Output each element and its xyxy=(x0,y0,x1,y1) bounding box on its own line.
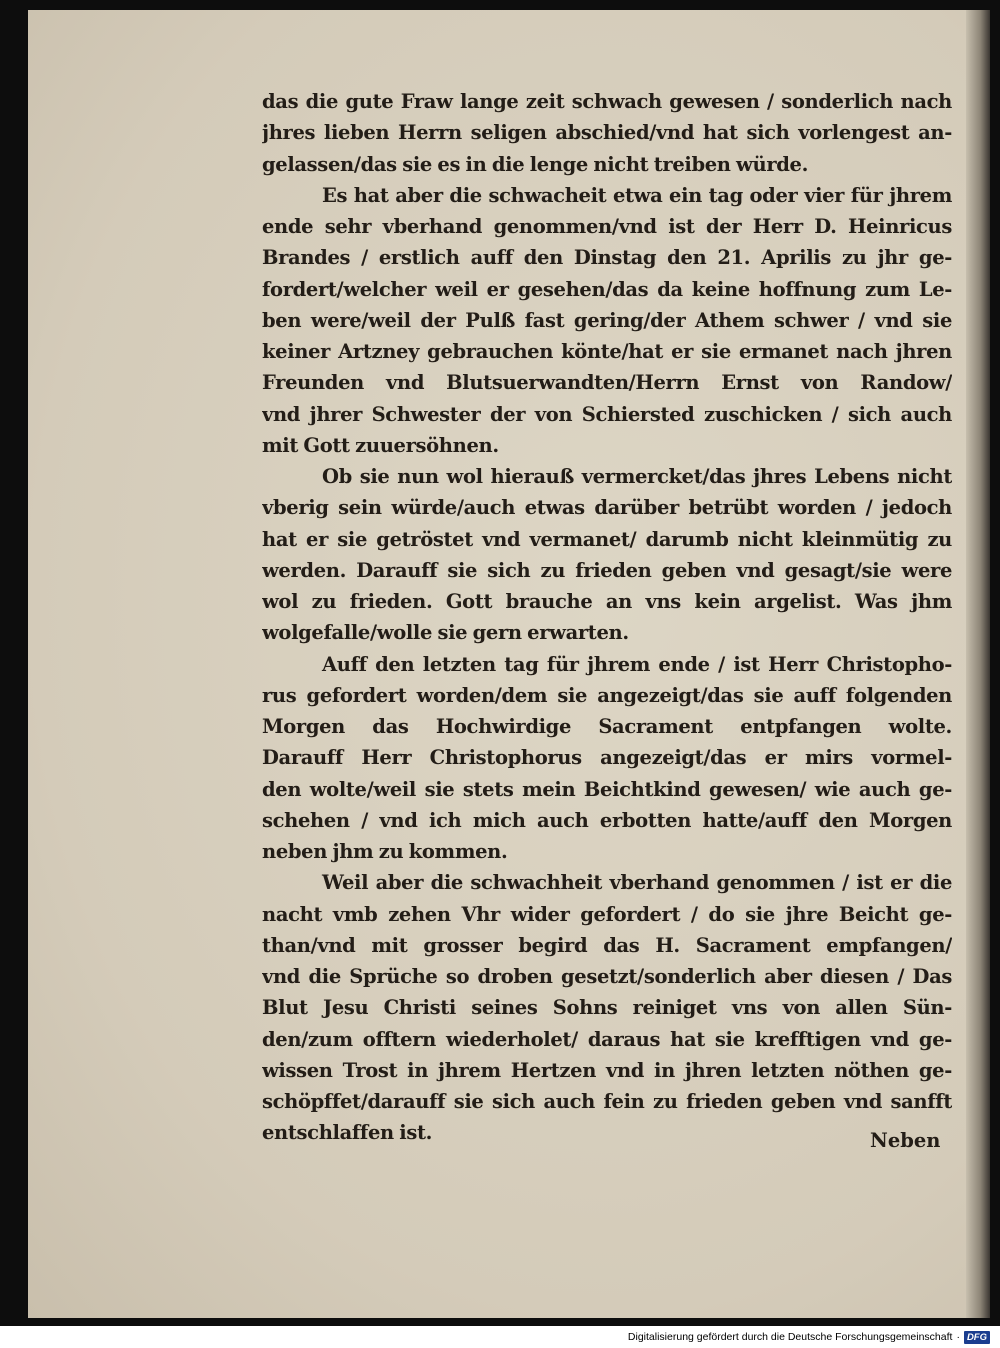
text-line: vnd die Sprüche so droben gesetzt/sonderlich aber diesen / Das xyxy=(262,965,952,988)
text-line: Auff den letzten tag für jhrem ende / ist Herr Christopho- xyxy=(322,652,952,676)
page-gutter xyxy=(966,10,990,1318)
digitization-footer xyxy=(628,1329,990,1345)
text-line: Es hat aber die schwacheit etwa ein tag oder vier für jhrem xyxy=(322,183,952,207)
text-line: entschlaffen ist. xyxy=(262,1121,433,1145)
text-line: vnd jhrer Schwester der von Schiersted zuschicken / sich auch xyxy=(262,402,952,426)
text-line: keiner Artzney gebrauchen könte/hat er sie ermanet nach jhren xyxy=(262,340,952,363)
text-line: schehen / vnd ich mich auch erbotten hatte/auff den Morgen xyxy=(262,808,952,832)
text-line: ben were/weil der Pulß fast gering/der Athem schwer / vnd sie xyxy=(262,308,952,332)
text-line: schöpffet/darauff sie sich auch fein zu frieden geben vnd sanfft xyxy=(262,1090,952,1113)
text-line: wol zu frieden. Gott brauche an vns kein argelist. Was jhm xyxy=(262,590,952,613)
text-line: Blut Jesu Christi seines Sohns reiniget vns von allen Sün- xyxy=(262,996,952,1020)
funding-credit: Digitalisierung gefördert durch die Deutsche Forschungsgemeinschaft xyxy=(627,1331,953,1343)
text-line: ende sehr vberhand genommen/vnd ist der Herr D. Heinricus xyxy=(262,215,952,238)
text-line: Ob sie nun wol hierauß vermercket/das jhres Lebens nicht xyxy=(322,465,952,488)
text-line: neben jhm zu kommen. xyxy=(262,840,508,863)
text-line: hat er sie getröstet vnd vermanet/ darumb nicht kleinmütig zu xyxy=(262,527,952,551)
footer-separator: · xyxy=(956,1331,960,1343)
text-line: Weil aber die schwachheit vberhand genommen / ist er die xyxy=(322,871,952,895)
catchword: Neben xyxy=(870,1129,941,1152)
text-line: Darauff Herr Christophorus angezeigt/das er mirs vormel- xyxy=(262,746,952,770)
text-line: den/zum offtern wiederholet/ daraus hat sie krefftigen vnd ge- xyxy=(262,1027,952,1051)
text-line: wissen Trost in jhrem Hertzen vnd in jhren letzten nöthen ge- xyxy=(262,1058,952,1082)
dfg-logo: DFG xyxy=(964,1331,990,1344)
text-line: Morgen das Hochwirdige Sacrament entpfangen wolte. xyxy=(262,715,952,738)
text-line: wolgefalle/wolle sie gern erwarten. xyxy=(262,621,629,645)
body-text xyxy=(262,86,952,1149)
text-line: than/vnd mit grosser begird das H. Sacrament empfangen/ xyxy=(262,933,952,957)
text-line: nacht vmb zehen Vhr wider gefordert / do sie jhre Beicht ge- xyxy=(262,902,952,926)
text-line: werden. Darauff sie sich zu frieden geben vnd gesagt/sie were xyxy=(262,558,952,582)
text-line: Freunden vnd Blutsuerwandten/Herrn Ernst von Randow/ xyxy=(262,371,952,395)
text-line: gelassen/das sie es in die lenge nicht treiben würde. xyxy=(262,152,809,176)
text-line: das die gute Fraw lange zeit schwach gewesen / sonderlich nach xyxy=(262,90,952,113)
text-line: mit Gott zuuersöhnen. xyxy=(262,433,499,457)
text-line: vberig sein würde/auch etwas darüber betrübt worden / jedoch xyxy=(262,496,952,520)
text-line: Brandes / erstlich auff den Dinstag den 21. Aprilis zu jhr ge- xyxy=(262,246,952,270)
text-line: jhres lieben Herrn seligen abschied/vnd hat sich vorlengest an- xyxy=(262,121,952,145)
text-line: fordert/welcher weil er gesehen/das da keine hoffnung zum Le- xyxy=(262,277,952,301)
text-line: den wolte/weil sie stets mein Beichtkind gewesen/ wie auch ge- xyxy=(262,777,952,801)
text-line: rus gefordert worden/dem sie angezeigt/das sie auff folgenden xyxy=(262,683,952,707)
